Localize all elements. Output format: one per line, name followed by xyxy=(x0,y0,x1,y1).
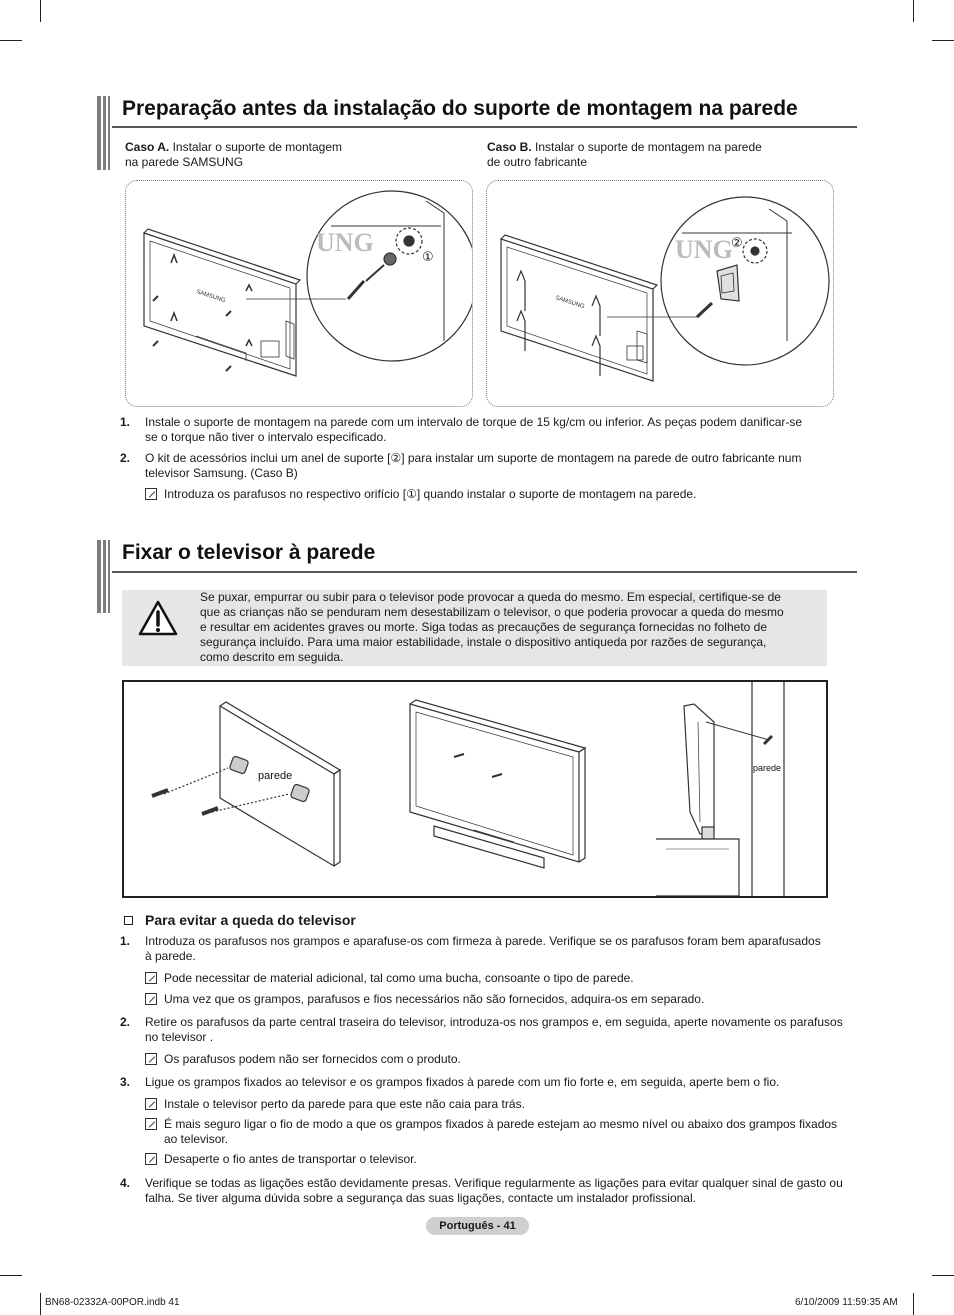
note-text: É mais seguro ligar o fio de modo a que os grampos fixados à parede estejam ao mesmo nível ou abaixo dos grampos fixados ao televisor. xyxy=(164,1117,838,1146)
step-number: 1. xyxy=(120,934,131,948)
item-number: 1. xyxy=(120,415,131,429)
crop-mark xyxy=(913,0,914,22)
step-number: 2. xyxy=(120,1015,131,1029)
note-icon xyxy=(145,1053,157,1065)
tv-brand-label: SAMSUNG xyxy=(554,295,586,311)
note-text: Instale o televisor perto da parede para que este não caia para trás. xyxy=(164,1097,525,1111)
crop-mark xyxy=(913,1293,914,1315)
checkbox-icon xyxy=(124,916,133,925)
title-underline xyxy=(112,126,857,128)
anti-fall-illustration xyxy=(122,680,828,898)
crop-mark xyxy=(0,1275,22,1276)
note-text: Desaperte o fio antes de transportar o televisor. xyxy=(164,1152,417,1166)
item-text: Instale o suporte de montagem na parede com um intervalo de torque de 15 kg/cm ou inferior. As peças podem danificar-se se o torque não tiver o intervalo especificado. xyxy=(145,415,803,444)
tv-back-mount-diagram-b xyxy=(487,181,833,406)
title-underline xyxy=(112,571,857,573)
crop-mark xyxy=(0,40,22,41)
warning-text: Se puxar, empurrar ou subir para o televisor pode provocar a queda do mesmo. Em especial, certifique-se de que as crianças não se penduram nem desestabilizam o televisor, o que poderia provocar a queda do mesmo e resultar em acidentes graves ou morte. Siga todas as precauções de segurança fornecidas no folheto de segurança incluído. Para uma maior estabilidade, instale o dispositivo antiqueda por razões de segurança, como descrito em seguida. xyxy=(200,590,784,664)
note-icon xyxy=(145,1098,157,1110)
note-text: Os parafusos podem não ser fornecidos com o produto. xyxy=(164,1052,461,1066)
section-title: Preparação antes da instalação do suporte de montagem na parede xyxy=(122,97,798,120)
note-icon xyxy=(145,488,157,500)
crop-mark xyxy=(932,40,954,41)
file-info: BN68-02332A-00POR.indb 41 xyxy=(45,1297,180,1308)
step-number: 3. xyxy=(120,1075,131,1089)
wall-label-side: parede xyxy=(753,763,782,773)
print-timestamp: 6/10/2009 11:59:35 AM xyxy=(795,1297,898,1308)
zoom-brand-text: UNG xyxy=(316,228,374,257)
tv-brand-label: SAMSUNG xyxy=(195,289,227,305)
crop-mark xyxy=(40,0,41,22)
illustration-caso-a xyxy=(125,180,473,407)
sub-heading: Para evitar a queda do televisor xyxy=(145,912,356,928)
anti-fall-diagram xyxy=(124,682,826,896)
warning-box xyxy=(122,590,827,666)
step-text: Retire os parafusos da parte central traseira do televisor, introduza-os nos grampos e, em seguida, aperte novamente os parafusos no televisor . xyxy=(145,1015,843,1044)
heading-bars xyxy=(97,96,111,170)
note-text: Pode necessitar de material adicional, tal como uma bucha, consoante o tipo de parede. xyxy=(164,971,634,985)
note-text: Introduza os parafusos no respectivo orifício [①] quando instalar o suporte de montagem na parede. xyxy=(164,487,697,501)
step-text: Verifique se todas as ligações estão devidamente presas. Verifique regularmente as ligações para evitar qualquer sinal de gasto ou falha. Se tiver alguma dúvida sobre a segurança das suas ligações, contacte um instalador profissional. xyxy=(145,1176,843,1205)
page-number-badge: Português - 41 xyxy=(426,1217,529,1235)
heading-bars xyxy=(97,540,111,613)
caso-a-caption: Caso A. Instalar o suporte de montagem na parede SAMSUNG xyxy=(125,140,342,169)
caso-b-caption: Caso B. Instalar o suporte de montagem na parede de outro fabricante xyxy=(487,140,762,169)
zoom-brand-text: UNG xyxy=(675,235,733,264)
callout-2: ② xyxy=(731,236,743,251)
note-icon xyxy=(145,972,157,984)
note-icon xyxy=(145,1153,157,1165)
section-title: Fixar o televisor à parede xyxy=(122,541,376,564)
crop-mark xyxy=(40,1293,41,1315)
item-number: 2. xyxy=(120,451,131,465)
note-icon xyxy=(145,1118,157,1130)
item-text: O kit de acessórios inclui um anel de suporte [②] para instalar um suporte de montagem na parede de outro fabricante num televisor Samsung. (Caso B) xyxy=(145,451,802,480)
step-number: 4. xyxy=(120,1176,131,1190)
note-icon xyxy=(145,993,157,1005)
warning-triangle-icon xyxy=(138,600,178,636)
note-text: Uma vez que os grampos, parafusos e fios necessários não são fornecidos, adquira-os em separado. xyxy=(164,992,705,1006)
tv-back-mount-diagram-a xyxy=(126,181,472,406)
wall-label: parede xyxy=(258,770,293,782)
step-text: Ligue os grampos fixados ao televisor e os grampos fixados à parede com um fio forte e, em seguida, aperte bem o fio. xyxy=(145,1075,780,1089)
callout-1: ① xyxy=(422,250,434,265)
illustration-caso-b xyxy=(486,180,834,407)
crop-mark xyxy=(932,1275,954,1276)
step-text: Introduza os parafusos nos grampos e aparafuse-os com firmeza à parede. Verifique se os parafusos foram bem aparafusados à parede. xyxy=(145,934,821,963)
